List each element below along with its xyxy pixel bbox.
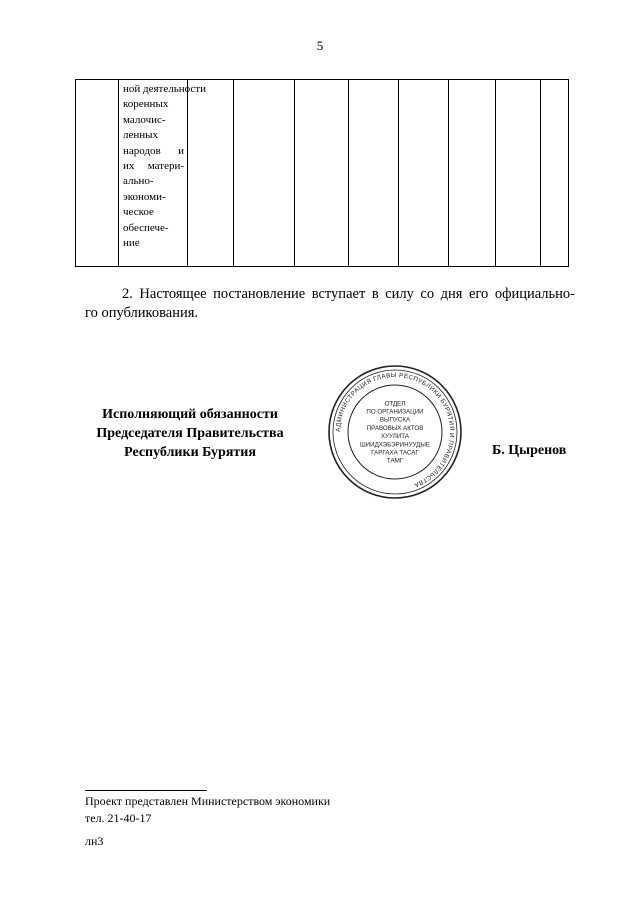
official-seal	[326, 363, 464, 501]
table-cell	[188, 80, 234, 267]
seal-outer-ring	[329, 366, 461, 498]
table-cell	[295, 80, 349, 267]
seal-center-line: ОТДЕЛ	[384, 400, 406, 408]
cell-line: малочис-	[123, 113, 166, 126]
cell-line: обеспече-	[123, 221, 169, 234]
seal-center-line: ГАРГАХА ТАСАГ	[371, 449, 419, 457]
table-cell	[234, 80, 295, 267]
footnote-line: Проект представлен Министерством экономики	[85, 794, 331, 808]
table-cell	[76, 80, 119, 267]
continued-table	[75, 79, 569, 267]
document-code: лн3	[85, 834, 104, 848]
signatory-title	[80, 405, 300, 462]
clause-paragraph	[85, 285, 575, 323]
cell-text-lines	[119, 80, 206, 251]
seal-center-line: ТАМГ	[386, 457, 404, 465]
cell-line: их матери-	[123, 160, 184, 173]
cell-line: ной деятельности	[123, 83, 206, 95]
seal-center-text	[360, 400, 430, 464]
seal-center-line: ХУУЛИТА	[381, 433, 409, 441]
seal-center-line: ПО ОРГАНИЗАЦИИ	[366, 408, 424, 416]
signatory-title-line: Республики Бурятия	[124, 445, 256, 460]
table-cell	[496, 80, 541, 267]
table-cell	[541, 80, 569, 267]
table-cell	[449, 80, 496, 267]
cell-line: ческое	[123, 206, 154, 219]
cell-line: ально-	[123, 175, 154, 188]
seal-center-line: ВЫПУСКА	[379, 416, 411, 424]
seal-outer-text: АДМИНИСТРАЦИЯ ГЛАВЫ РЕСПУБЛИКИ БУРЯТИЯ И ПРАВИТЕЛЬСТВА	[334, 371, 456, 489]
cell-line: народов и	[123, 144, 184, 157]
seal-inner-ring	[348, 385, 442, 479]
signatory-title-line: Председателя Правительства	[96, 426, 284, 441]
clause-line: 2. Настоящее постановление вступает в силу со дня его официально-	[122, 286, 575, 302]
table-row	[76, 80, 569, 267]
cell-line: ние	[123, 237, 140, 250]
footnote-line: тел. 21-40-17	[85, 811, 152, 825]
seal-ring	[333, 370, 457, 494]
cell-line: ленных	[123, 129, 159, 142]
table-cell	[399, 80, 449, 267]
table-cell	[349, 80, 399, 267]
signatory-title-line: Исполняющий обязанности	[102, 407, 278, 422]
seal-center-line: ШИИДХЭБЭРИНУУДЫЕ	[360, 441, 430, 449]
cell-line: коренных	[123, 98, 169, 111]
seal-center-line: ПРАВОВЫХ АКТОВ	[366, 424, 424, 432]
signer-name: Б. Цыренов	[492, 443, 567, 458]
table-cell-text	[119, 80, 206, 267]
clause-line: го опубликования.	[85, 305, 199, 321]
footnote	[85, 793, 330, 850]
footnote-divider	[85, 790, 207, 791]
page-number: 5	[316, 38, 324, 53]
cell-line: экономи-	[123, 190, 166, 203]
